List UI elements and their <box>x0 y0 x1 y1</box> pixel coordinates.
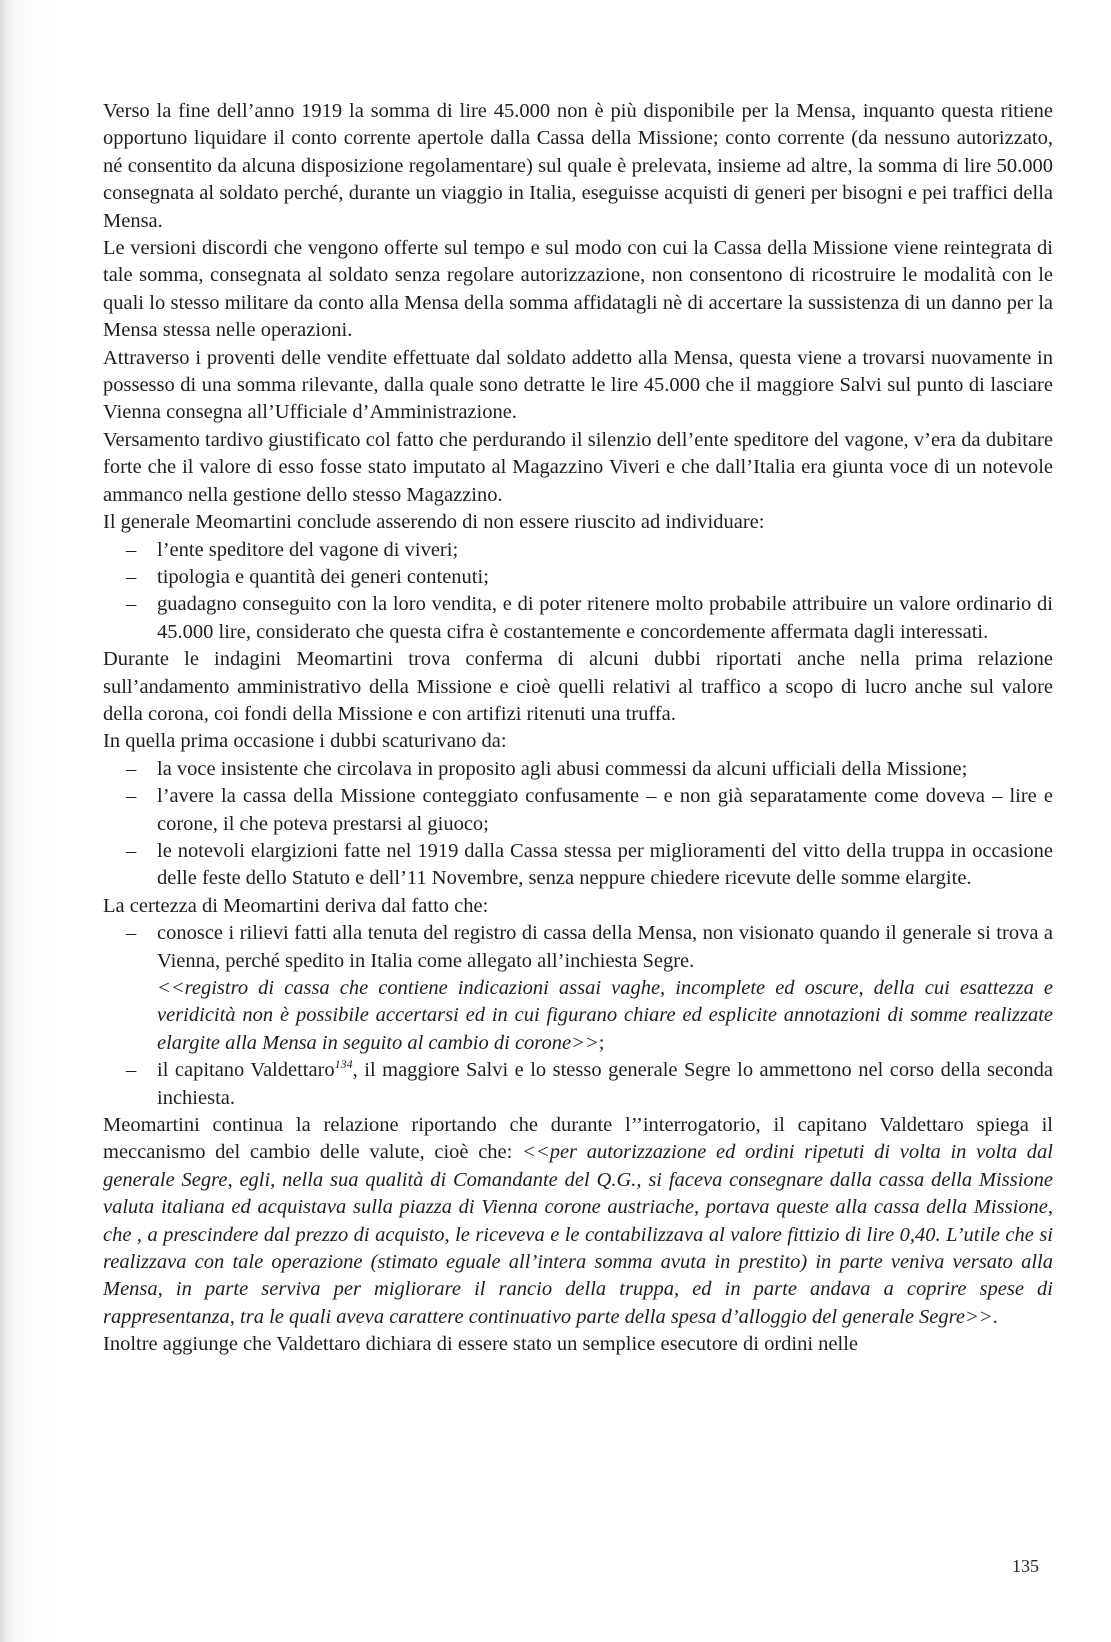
list-unidentified-items <box>103 537 1053 647</box>
list-item <box>103 920 1053 1057</box>
list-item-text: conosce i rilievi fatti alla tenuta del registro di cassa della Mensa, non visionato quando il generale si trova a Vienna, perché spedito in Italia come allegato all’inchiesta Segre. <box>157 922 1053 972</box>
list-item <box>103 591 1053 646</box>
list-dash: – <box>126 757 137 780</box>
paragraph-2: Le versioni discordi che vengono offerte sul tempo e sul modo con cui la Cassa della Missione viene reintegrata di tale somma, consegnata al soldato senza regolare autorizzazione, non consentono di ricostruire le modalità con le quali lo stesso militare da conto alla Mensa della somma affidatagli nè di accertare la sussistenza di un danno per la Mensa stessa nelle operazioni. <box>103 237 1053 342</box>
paragraph-9 <box>103 1112 1053 1331</box>
paragraph-9-text: Meomartini continua la relazione riportando che durante l’’interrogatorio, il capitano Valdettaro spiega il meccanismo del cambio delle valute, cioè che: <box>103 1114 1053 1164</box>
list-item-text: tipologia e quantità dei generi contenuti; <box>157 565 489 588</box>
list-item-text-continued: , il maggiore Salvi e lo stesso generale Segre lo ammettono nel corso della seconda inchiesta. <box>157 1059 1053 1109</box>
list-item-text: il capitano Valdettaro <box>157 1059 335 1082</box>
list-item <box>103 838 1053 893</box>
list-doubts <box>103 756 1053 893</box>
list-item <box>103 564 1053 591</box>
list-item-text: l’avere la cassa della Missione conteggiato confusamente – e non già separatamente come doveva – lire e corone, il che poteva prestarsi al giuoco; <box>157 785 1053 835</box>
paragraph-3: Attraverso i proventi delle vendite effettuate dal soldato addetto alla Mensa, questa viene a trovarsi nuovamente in possesso di una somma rilevante, dalla quale sono detratte le lire 45.000 che il maggiore Salvi sul punto di lasciare Vienna consegna all’Ufficiale d’Amministrazione. <box>103 346 1053 424</box>
paragraph-4: Versamento tardivo giustificato col fatto che perdurando il silenzio dell’ente speditore del vagone, v’era da dubitare forte che il valore di esso fosse stato imputato al Magazzino Viveri e che dall’Italia era giunta voce di un notevole ammanco nella gestione dello stesso Magazzino. <box>103 428 1053 506</box>
quote-text: <<per autorizzazione ed ordini ripetuti di volta in volta dal generale Segre, egli, nella sua qualità di Comandante del Q.G., si faceva consegnare dalla cassa della Missione valuta italiana ed acquistava sulla piazza di Vienna corone austriache, portava queste alla cassa della Missione, che , a prescindere dal prezzo di acquisto, le riceveva e le contabilizzava al valore fittizio di lire 0,40. L’utile che si realizzava con tale operazione (stimato eguale all’intera somma avuta in prestito) in parte veniva versato alla Mensa, in parte serviva per migliorare il rancio della truppa, ed in parte andava a coprire spese di rappresentanza, tra le quali aveva carattere continuativo parte della spesa d’alloggio del generale Segre>> <box>103 1141 1053 1328</box>
list-item <box>103 537 1053 564</box>
paragraph-6: Durante le indagini Meomartini trova conferma di alcuni dubbi riportati anche nella prima relazione sull’andamento amministrativo della Missione e cioè quelli relativi al traffico a scopo di lucro anche sul valore della corona, coi fondi della Missione e con artifizi ritenuti una truffa. <box>103 648 1053 725</box>
paragraph-1: Verso la fine dell’anno 1919 la somma di lire 45.000 non è più disponibile per la Mensa, inquanto questa ritiene opportuno liquidare il conto corrente apertole dalla Cassa della Missione; conto corrente (da nessuno autorizzato, né consentito da alcuna disposizione regolamentare) sul quale è prelevata, insieme ad altre, la somma di lire 50.000 consegnata al soldato perché, durante un viaggio in Italia, eseguisse acquisti di generi per bisogni e pei traffici della Mensa. <box>103 100 1053 232</box>
list-dash: – <box>126 1059 137 1082</box>
punctuation: . <box>992 1305 998 1328</box>
page-number: 135 <box>1012 1556 1039 1576</box>
paragraph-5: Il generale Meomartini conclude asserendo di non essere riuscito ad individuare: <box>103 511 765 534</box>
list-dash: – <box>126 785 137 808</box>
quote-text: <<registro di cassa che contiene indicazioni assai vaghe, incomplete ed oscure, della cui esattezza e veridicità non è possibile accertarsi ed in cui figurano chiare ed esplicite annotazioni di somme realizzate elargite alla Mensa in seguito al cambio di corone>> <box>157 977 1053 1054</box>
body-text <box>103 98 1053 1359</box>
list-item <box>103 756 1053 783</box>
list-dash: – <box>126 839 137 862</box>
list-item <box>103 1057 1053 1112</box>
list-item-text: guadagno conseguito con la loro vendita, e di poter ritenere molto probabile attribuire un valore ordinario di 45.000 lire, considerato che questa cifra è costantemente e concordemente affermata dagli interessati. <box>157 593 1053 643</box>
list-dash: – <box>126 538 137 561</box>
list-item-text: le notevoli elargizioni fatte nel 1919 dalla Cassa stessa per miglioramenti del vitto della truppa in occasione delle feste dello Statuto e dell’11 Novembre, senza neppure chiedere ricevute delle somme elargite. <box>157 839 1053 890</box>
punctuation: ; <box>598 1031 605 1054</box>
paragraph-7: In quella prima occasione i dubbi scaturivano da: <box>103 730 507 753</box>
list-certainty <box>103 920 1053 1112</box>
list-item-text: l’ente speditore del vagone di viveri; <box>157 538 459 561</box>
footnote-reference: 134 <box>334 1057 353 1072</box>
list-dash: – <box>126 593 137 616</box>
list-item-text: la voce insistente che circolava in proposito agli abusi commessi da alcuni ufficiali della Missione; <box>157 757 968 780</box>
list-item <box>103 783 1053 838</box>
list-dash: – <box>126 565 137 588</box>
list-dash: – <box>126 922 137 945</box>
paragraph-8: La certezza di Meomartini deriva dal fatto che: <box>103 894 489 917</box>
paragraph-10: Inoltre aggiunge che Valdettaro dichiara di essere stato un semplice esecutore di ordini nelle <box>103 1333 858 1356</box>
